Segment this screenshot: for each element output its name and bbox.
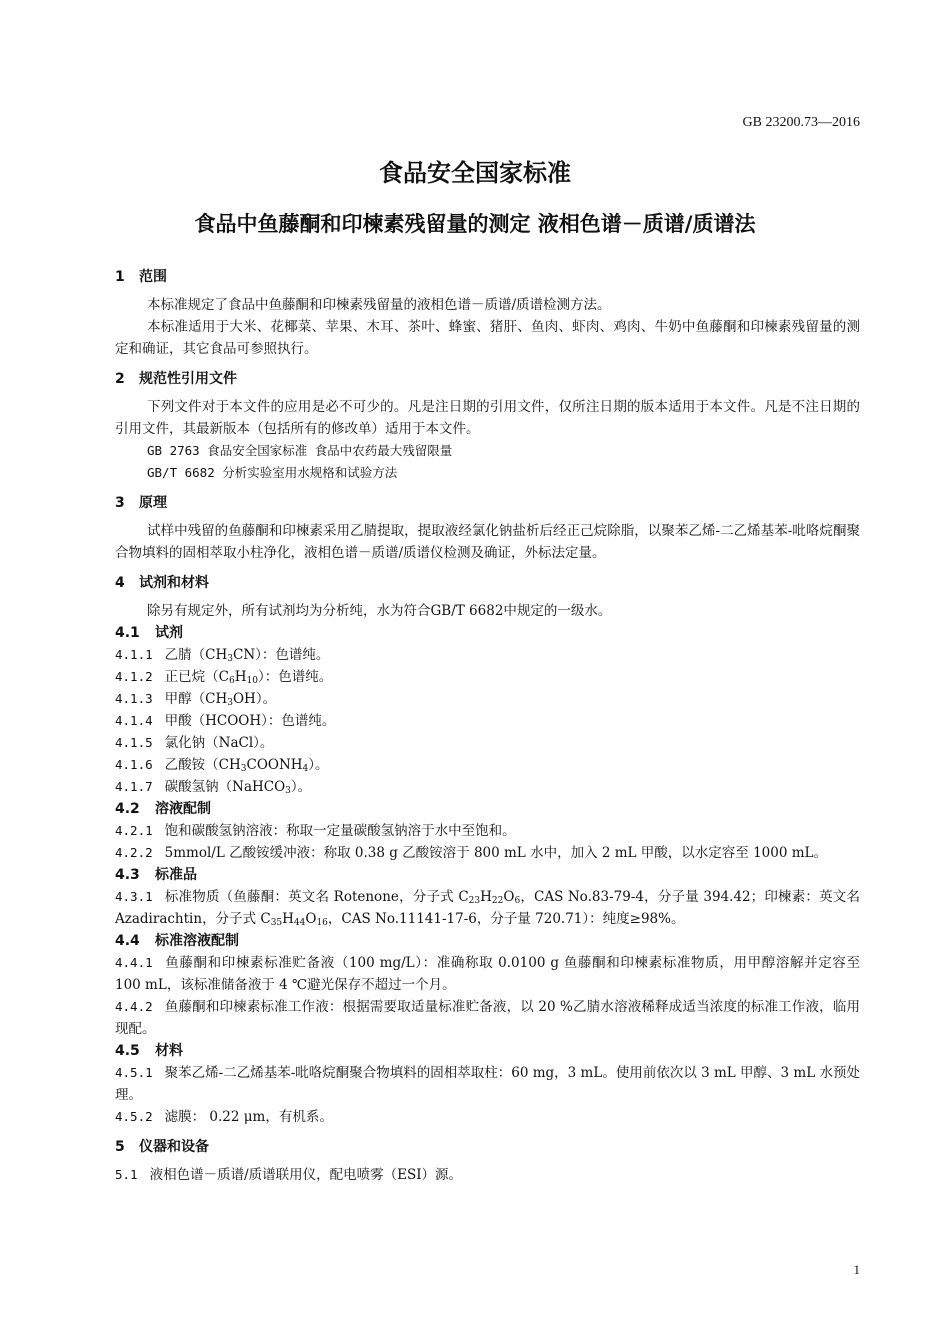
standard-number: GB 23200.73—2016 bbox=[742, 115, 860, 130]
document-subtitle: 食品中鱼藤酮和印楝素残留量的测定 液相色谱－质谱/质谱法 bbox=[194, 212, 756, 236]
reference-item: GB/T 6682 分析实验室用水规格和试验方法 bbox=[147, 465, 398, 480]
document-body bbox=[115, 258, 860, 1186]
paragraph: 本标准适用于大米、花椰菜、苹果、木耳、茶叶、蜂蜜、猪肝、鱼肉、虾肉、鸡肉、牛奶中鱼藤酮和印楝素残留量的测定和确证，其它食品可参照执行。 bbox=[115, 319, 860, 357]
list-item: 5.1 液相色谱－质谱/质谱联用仪，配电喷雾（ESI）源。 bbox=[115, 1167, 463, 1183]
subsection-heading-4-4: 4.4 标准溶液配制 bbox=[115, 933, 239, 949]
list-item: 4.4.2 鱼藤酮和印楝素标准工作液：根据需要取适量标准贮备液，以 20 %乙腈水溶液稀释成适当浓度的标准工作液，临用现配。 bbox=[115, 999, 860, 1037]
paragraph: 下列文件对于本文件的应用是必不可少的。凡是注日期的引用文件，仅所注日期的版本适用于本文件。凡是不注日期的引用文件，其最新版本（包括所有的修改单）适用于本文件。 bbox=[115, 399, 860, 437]
reference-item: GB 2763 食品安全国家标准 食品中农药最大残留限量 bbox=[147, 443, 453, 458]
section-heading-2: 2 规范性引用文件 bbox=[115, 371, 237, 387]
list-item: 4.3.1 标准物质（鱼藤酮：英文名 Rotenone，分子式 $C_{23}H_{22}O_6$，CAS No.83-79-4，分子量 394.42；印楝素：英文名 Azadirachtin，分子式 $C_{35}H_{44}O_{16}$，CAS No.11141-17-6，分子量 720.71）：纯度≥98%。 bbox=[115, 889, 860, 928]
list-item: 4.5.1 聚苯乙烯-二乙烯基苯-吡咯烷酮聚合物填料的固相萃取柱：60 mg，3 mL。使用前依次以 3 mL 甲醇、3 mL 水预处理。 bbox=[115, 1065, 860, 1103]
list-item: 4.1.3 甲醇$(CH_3OH)$。 bbox=[115, 691, 277, 708]
subsection-heading-4-1: 4.1 试剂 bbox=[115, 625, 183, 641]
subsection-heading-4-5: 4.5 材料 bbox=[115, 1043, 183, 1059]
section-heading-3: 3 原理 bbox=[115, 495, 167, 511]
paragraph: 试样中残留的鱼藤酮和印楝素采用乙腈提取，提取液经氯化钠盐析后经正己烷除脂，以聚苯乙烯-二乙烯基苯-吡咯烷酮聚合物填料的固相萃取小柱净化，液相色谱－质谱/质谱仪检测及确证，外标法定量。 bbox=[115, 523, 860, 561]
list-item: 4.4.1 鱼藤酮和印楝素标准贮备液（100 mg/L）：准确称取 0.0100 g 鱼藤酮和印楝素标准物质，用甲醇溶解并定容至 100 mL，该标准储备液于 4 ℃避光保存不超过一个月。 bbox=[115, 955, 860, 993]
paragraph: 本标准规定了食品中鱼藤酮和印楝素残留量的液相色谱－质谱/质谱检测方法。 bbox=[147, 297, 611, 313]
list-item: 4.1.6 乙酸铵$(CH_3COONH_4)$。 bbox=[115, 757, 329, 774]
section-heading-5: 5 仪器和设备 bbox=[115, 1139, 209, 1155]
subsection-heading-4-3: 4.3 标准品 bbox=[115, 867, 197, 883]
section-heading-4: 4 试剂和材料 bbox=[115, 575, 209, 591]
list-item: 4.5.2 滤膜： 0.22 μm，有机系。 bbox=[115, 1109, 333, 1125]
list-item: 4.2.1 饱和碳酸氢钠溶液：称取一定量碳酸氢钠溶于水中至饱和。 bbox=[115, 823, 516, 839]
list-item: 4.1.4 甲酸（HCOOH）：色谱纯。 bbox=[115, 713, 336, 729]
list-item: 4.1.2 正已烷$(C_6H_{10})$：色谱纯。 bbox=[115, 669, 333, 686]
subsection-heading-4-2: 4.2 溶液配制 bbox=[115, 801, 211, 817]
section-heading-1: 1 范围 bbox=[115, 269, 167, 285]
list-item: 4.1.7 碳酸氢钠（NaHCO$_3$）。 bbox=[115, 779, 312, 796]
list-item: 4.1.5 氯化钠（NaCl）。 bbox=[115, 735, 274, 751]
list-item: 4.1.1 乙腈$(CH_3CN)$：色谱纯。 bbox=[115, 647, 330, 664]
list-item: 4.2.2 5mmol/L 乙酸铵缓冲液：称取 0.38 g 乙酸铵溶于 800 mL 水中，加入 2 mL 甲酸，以水定容至 1000 mL。 bbox=[115, 845, 827, 861]
document-title: 食品安全国家标准 bbox=[379, 159, 571, 187]
paragraph: 除另有规定外，所有试剂均为分析纯，水为符合GB/T 6682中规定的一级水。 bbox=[147, 603, 612, 619]
page-number: 1 bbox=[853, 1262, 860, 1277]
